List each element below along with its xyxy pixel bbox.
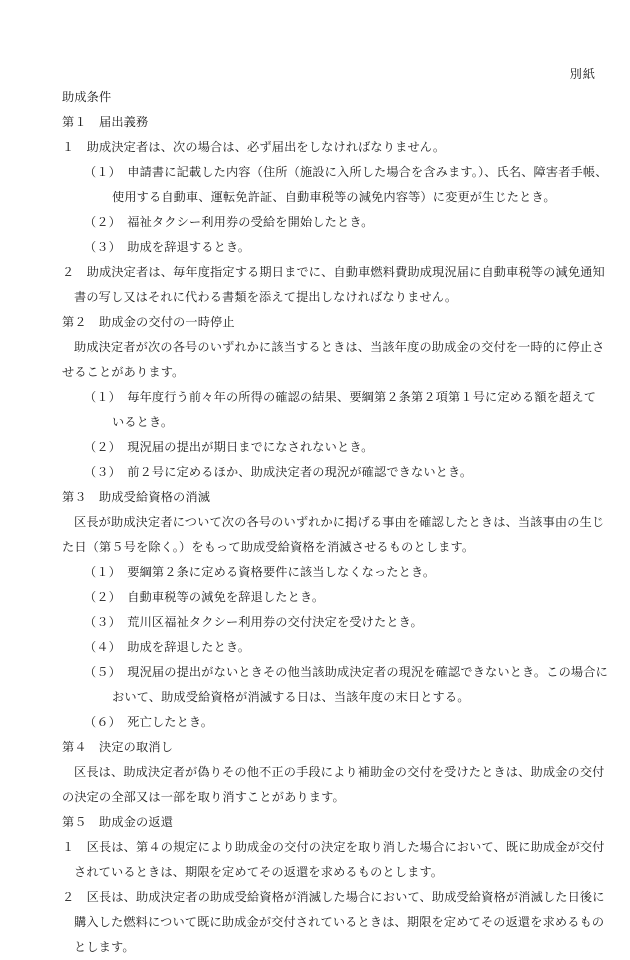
document-lines [62,110,608,960]
text-line: の決定の全部又は一部を取り消すことがあります。 [62,790,345,804]
section-heading: 第５ 助成金の返還 [62,815,174,829]
text-line: ２ 助成決定者は、毎年度指定する期日までに、自動車燃料費助成現況届に自動車税等の減免通知 [62,265,605,279]
text-line: （５） 現況届の提出がないときその他当該助成決定者の現況を確認できないとき。この場合に [84,665,608,679]
section-heading: 第２ 助成金の交付の一時停止 [62,315,235,329]
text-line: せることがあります。 [62,365,185,379]
annex-label: 別紙 [569,67,596,81]
text-line: （２） 自動車税等の減免を辞退したとき。 [84,590,325,604]
text-line: （１） 申請書に記載した内容（住所（施設に入所した場合を含みます。）、氏名、障害者手帳、 [84,165,608,179]
text-line: １ 助成決定者は、次の場合は、必ず届出をしなければなりません。 [62,140,446,154]
text-line: （３） 助成を辞退するとき。 [84,240,251,254]
text-line: た日（第５号を除く。）をもって助成受給資格を消滅させるものとします。 [62,540,475,554]
text-line: １ 区長は、第４の規定により助成金の交付の決定を取り消した場合において、既に助成金が交付 [62,840,605,854]
text-line: 区長が助成決定者について次の各号のいずれかに掲げる事由を確認したときは、当該事由の生じ [74,515,605,529]
text-line: おいて、助成受給資格が消滅する日は、当該年度の末日とする。 [112,690,470,704]
text-line: （４） 助成を辞退したとき。 [84,640,251,654]
section-heading: 第４ 決定の取消し [62,740,174,754]
text-line: 購入した燃料について既に助成金が交付されているときは、期限を定めてその返還を求めるもの [74,915,605,929]
text-line: 助成決定者が次の各号のいずれかに該当するときは、当該年度の助成金の交付を一時的に停止さ [74,340,605,354]
section-heading: 第１ 届出義務 [62,115,149,129]
text-line: 書の写し又はそれに代わる書類を添えて提出しなければなりません。 [74,290,458,304]
text-line: （２） 福祉タクシー利用券の受給を開始したとき。 [84,215,374,229]
text-line: ２ 区長は、助成決定者の助成受給資格が消滅した場合において、助成受給資格が消滅した日後に [62,890,605,904]
document-body [62,85,608,960]
document-title: 助成条件 [62,90,112,104]
text-line: いるとき。 [112,415,174,429]
text-line: （２） 現況届の提出が期日までになされないとき。 [84,440,374,454]
section-heading: 第３ 助成受給資格の消滅 [62,490,211,504]
text-line: されているときは、期限を定めてその返還を求めるものとします。 [74,865,444,879]
text-line: （１） 要綱第２条に定める資格要件に該当しなくなったとき。 [84,565,436,579]
text-line: （１） 毎年度行う前々年の所得の確認の結果、要綱第２条第２項第１号に定める額を超えて [84,390,597,404]
text-line: （３） 前２号に定めるほか、助成決定者の現況が確認できないとき。 [84,465,473,479]
text-line: とします。 [74,940,135,954]
text-line: （６） 死亡したとき。 [84,715,214,729]
text-line: 区長は、助成決定者が偽りその他不正の手段により補助金の交付を受けたときは、助成金の交付 [74,765,605,779]
text-line: 使用する自動車、運転免許証、自動車税等の減免内容等）に変更が生じたとき。 [112,190,556,204]
text-line: （３） 荒川区福祉タクシー利用券の交付決定を受けたとき。 [84,615,423,629]
